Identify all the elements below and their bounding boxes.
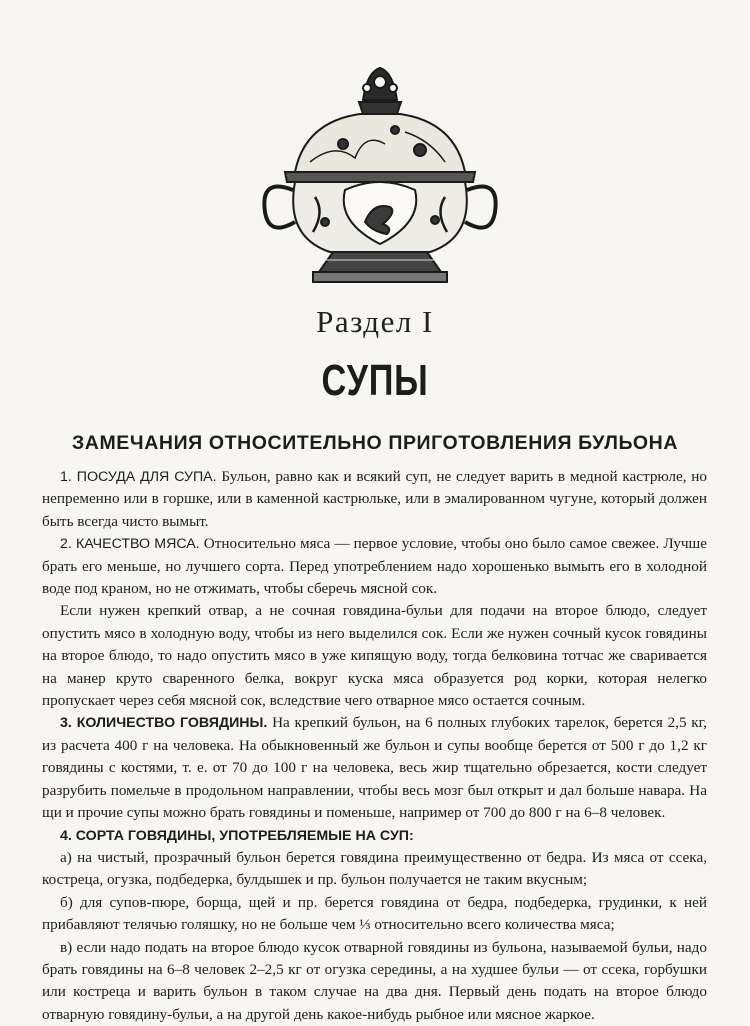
body-text: [42, 466, 707, 1026]
paragraph-heading: 2. КАЧЕСТВО МЯСА.: [60, 536, 200, 553]
paragraph-heading: 1. ПОСУДА ДЛЯ СУПА.: [60, 469, 217, 485]
paragraph-text: а) на чистый, прозрачный бульон берется говядина преимущественно от бедра. Из мяса от ссека, костреца, огузка, подбедерка, булдышек и пр. бульон получается не таким вкусным;: [42, 848, 707, 889]
paragraph: [42, 533, 707, 600]
paragraph-text: Бульон, равно как и всякий суп, не следует варить в медной кастрюле, но непременно или в горшке, или в каменной кастрюльке, или в эмалированном чугуне, который должен быть всегда чисто вымыт.: [42, 468, 707, 530]
paragraph: [42, 466, 707, 533]
paragraph-heading: 3. КОЛИЧЕСТВО ГОВЯДИНЫ.: [60, 715, 268, 732]
paragraph-text: Относительно мяса — первое условие, чтобы оно было самое свежее. Лучше брать его меньше, но лучшего сорта. Перед употреблением надо хорошенько вымыть его в холодной воде под краном, но не отжимать, чтобы сберечь мясной сок.: [42, 535, 707, 598]
paragraph-text: в) если надо подать на второе блюдо кусок отварной говядины из бульона, называемой бульи, надо брать говядины на 6–8 человек 2–2,5 кг от огузка середины, а на худшее бульи — от ссека, горбушки или костреца и варить бульон в таком случае на два дня. Первый день подать на второе блюдо отварную говядину-бульи, а на другой день какое-нибудь рыбное или мясное жаркое.: [42, 938, 707, 1023]
paragraph: [42, 892, 707, 937]
paragraph-text: На крепкий бульон, на 6 полных глубоких тарелок, берется 2,5 кг, из расчета 400 г на человека. На обыкновенный же бульон и супы вообще берется от 500 г до 1,2 кг говядины с костями, т. е. от 70 до 100 г на человека, весь жир тщательно обрезается, кости следует разрубить помельче в продольном направлении, чтобы весь мозг был открыт и дал больше навара. На щи и прочие супы можно брать говядины и поменьше, например от 700 до 800 г на 6–8 человек.: [42, 714, 707, 822]
soup-tureen-engraving-icon: [255, 62, 505, 292]
paragraph-text: б) для супов-пюре, борща, щей и пр. берется говядина от бедра, подбедерка, грудинки, к ней прибавляют телячью голяшку, но не больше чем ⅓ относительно всего количества мяса;: [42, 893, 707, 934]
paragraph: [42, 712, 707, 824]
paragraph-heading: 4. СОРТА ГОВЯДИНЫ, УПОТРЕБЛЯЕМЫЕ НА СУП:: [60, 827, 414, 844]
paragraph: [42, 600, 707, 712]
paragraph: [42, 847, 707, 892]
paragraph: [42, 937, 707, 1026]
section-subtitle: ЗАМЕЧАНИЯ ОТНОСИТЕЛЬНО ПРИГОТОВЛЕНИЯ БУЛЬОНА: [71, 432, 679, 454]
section-label: Раздел I: [316, 304, 434, 339]
paragraph-text: Если нужен крепкий отвар, а не сочная говядина-бульи для подачи на второе блюдо, следует опустить мясо в холодную воду, чтобы из него выделился сок. Если же нужен сочный кусок говядины на второе блюдо, то надо опустить мясо в уже кипящую воду, тогда белковина тотчас же сваривается на манер круто сваренного белка, вокруг куска мяса образуется род корки, которая нелегко пропускает через себя мясной сок, вследствие чего отварное мясо остается сочным.: [42, 602, 707, 710]
page-title: СУПЫ: [321, 356, 429, 405]
paragraph: [42, 825, 707, 847]
